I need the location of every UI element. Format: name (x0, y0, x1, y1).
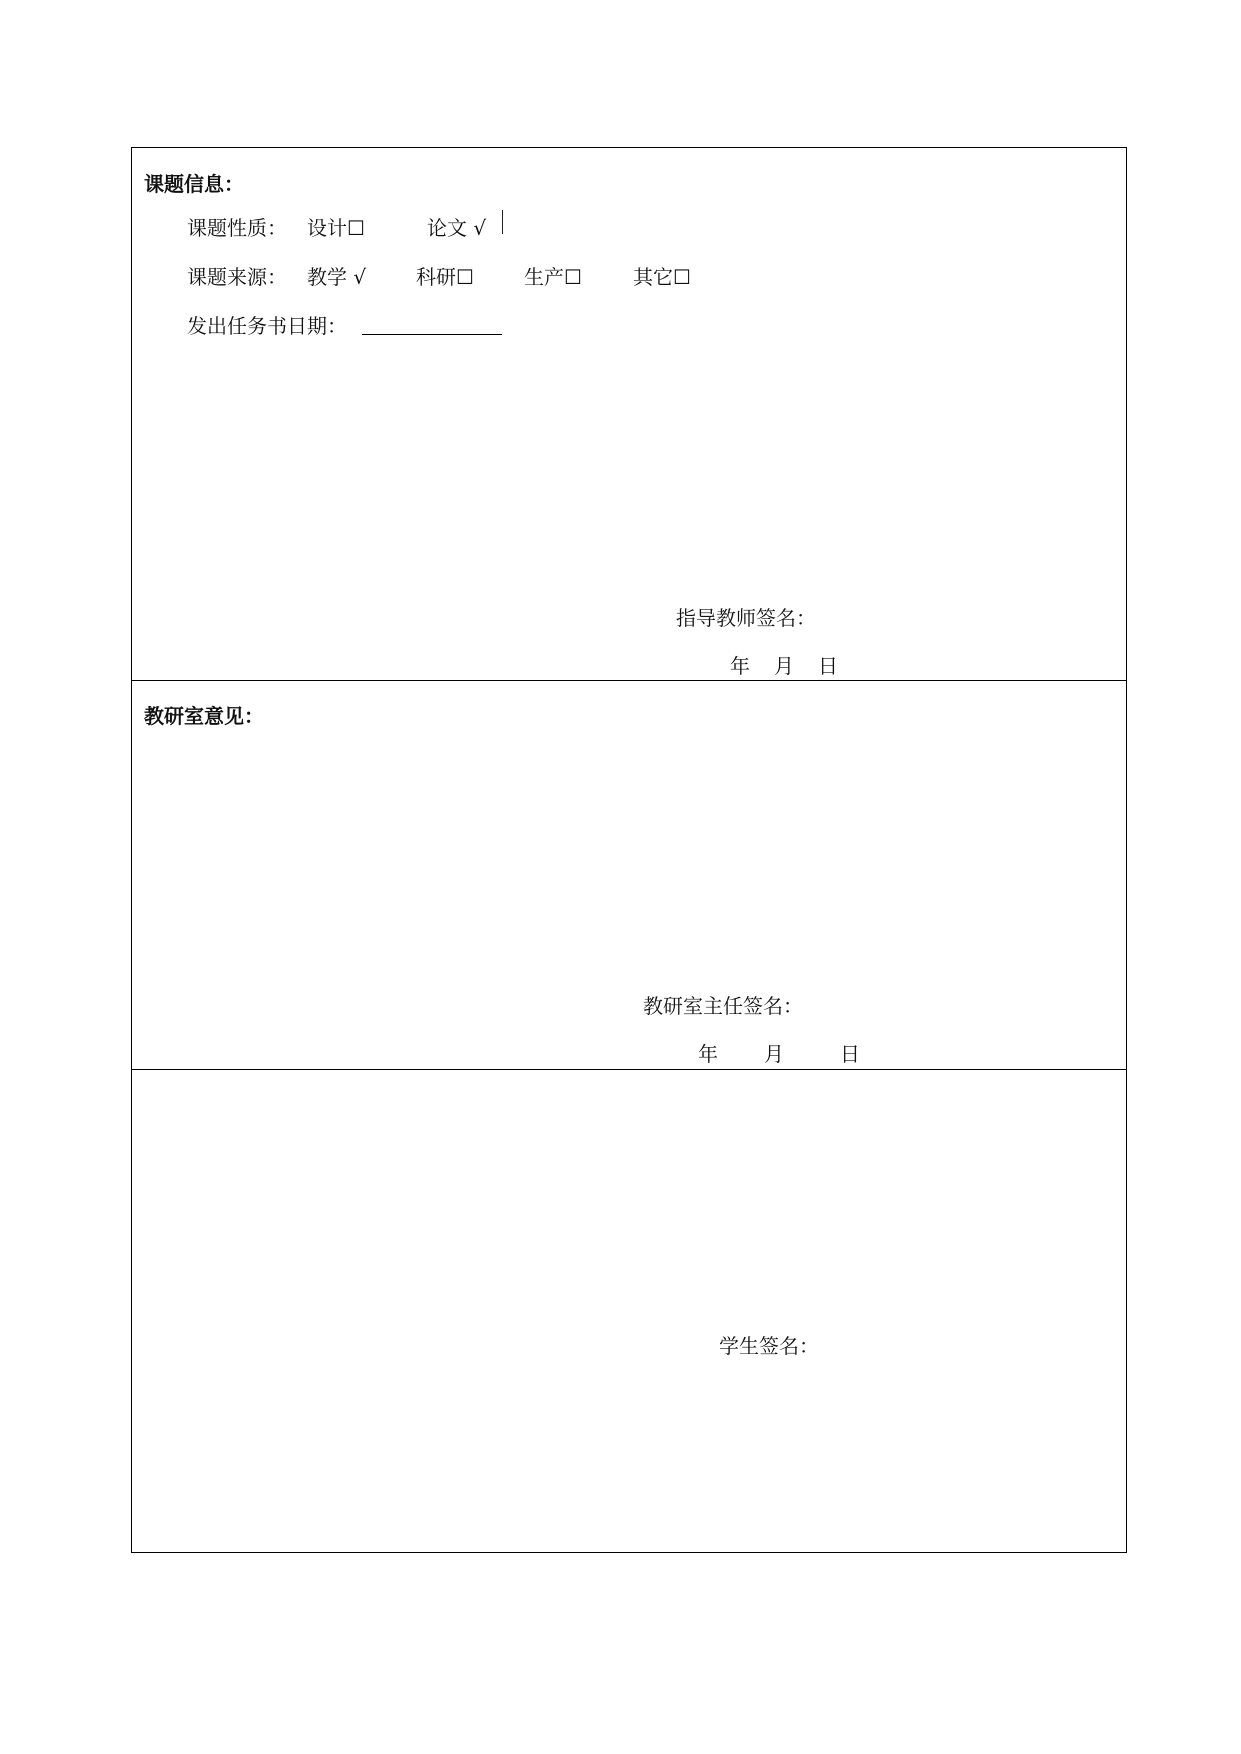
topic-source-label: 课题来源： (187, 265, 287, 289)
office-opinion-heading: 教研室意见： (144, 704, 264, 728)
student-signature-label: 学生签名： (719, 1334, 819, 1358)
office-opinion-section (132, 681, 1126, 1070)
advisor-date-day: 日 (818, 654, 838, 678)
student-section (132, 1070, 1126, 1552)
advisor-date-year: 年 (730, 654, 750, 678)
advisor-date-month: 月 (774, 654, 794, 678)
topic-info-section (132, 148, 1126, 681)
director-date-day: 日 (840, 1042, 860, 1066)
director-date-month: 月 (764, 1042, 784, 1066)
source-option-other[interactable]: 其它☐ (633, 265, 691, 289)
source-option-production[interactable]: 生产☐ (524, 265, 582, 289)
source-option-research[interactable]: 科研☐ (416, 265, 474, 289)
issue-date-underline (362, 334, 502, 335)
advisor-signature-label: 指导教师签名： (676, 606, 816, 630)
text-cursor (502, 210, 503, 234)
source-option-teaching[interactable]: 教学 √ (307, 265, 367, 289)
issue-date-label: 发出任务书日期： (187, 314, 347, 338)
director-signature-label: 教研室主任签名： (643, 994, 803, 1018)
form-table (131, 147, 1127, 1553)
topic-nature-label: 课题性质： (187, 216, 287, 240)
nature-option-thesis[interactable]: 论文 √ (427, 216, 487, 240)
topic-info-heading: 课题信息： (144, 172, 244, 196)
nature-option-design[interactable]: 设计☐ (307, 216, 365, 240)
director-date-year: 年 (698, 1042, 718, 1066)
